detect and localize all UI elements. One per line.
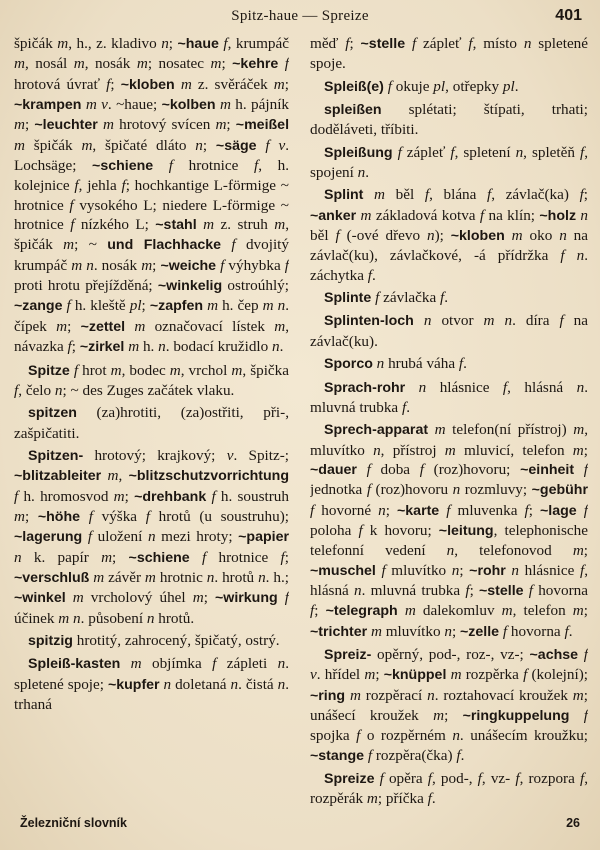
dictionary-entry: Spleiß(e) f okuje pl, otřepky pl. [324,77,519,95]
dictionary-entry: měď f; ~stelle f zápleť f, místo n spletené spoje. [310,35,588,73]
dictionary-entry: Spleiß-kasten m objímka f zápleti n. spletené spoje; ~kupfer n doletaná n. čistá n. trhaná [14,655,289,713]
page-number: 401 [555,7,582,24]
dictionary-entry: Sporco n hrubá váha f. [324,355,467,373]
dictionary-entry: Sprech-apparat m telefon(ní přístroj) m, mluvítko n, přístroj m mluvicí, telefon m; ~dauer f doba f (roz)hovoru; ~einheit f jednotka f (roz)hovoru n rozmluvy; ~gebühr f hovorné n; ~karte f mluvenka f; ~lage f poloha f k hovoru; ~leitung, telephonische telefonní vedení n, telefonovod m; ~muschel f mluvítko n; ~rohr n hlásnice f, hlásná n. mluvná trubka f; ~stelle f hovorna f; ~telegraph m dalekomluv m, telefon m; ~trichter m mluvítko n; ~zelle f hovorna f. [310,421,588,640]
dictionary-entry: Sprach-rohr n hlásnice f, hlásná n. mluvná trubka f. [310,378,588,416]
dictionary-entry: Spreiz- opěrný, pod-, roz-, vz-; ~achse f v. hřídel m; ~knüppel m rozpěrka f (kolejní); ~ring m rozpěrací n. roztahovací kroužek m; unášecí kroužek m; ~ringkuppelung f spojka f o rozpěrném n. unášecím kroužku; ~stange f rozpěra(čka) f. [310,645,588,764]
dictionary-entry: špičák m, h., z. kladivo n; ~haue f, krumpáč m, nosál m, nosák m; nosatec m; ~kehre f hrotová úvrať f; ~kloben m z. svěráček m; ~krampen m v. ~haue; ~kolben m h. pájník m; ~leuchter m hrotový svícen m; ~meißel m špičák m, špičaté dláto n; ~säge f v. Lochsäge; ~schiene f hrotnice f, h. kolejnice f, jehla f; hochkantige L-förmige ~ hrotnice f vysokého L; niedere L-förmige ~ hrotnice f nízkého L; ~stahl m z. struh m, špičák m; ~ und Flachhacke f dvojitý krumpáč m n. nosák m; ~weiche f výhybka f proti hrotu přejížděná; ~winkelig ostroúhlý; ~zange f h. kleště pl; ~zapfen m h. čep m n. čípek m; ~zettel m označovací lístek m, návazka f; ~zirkel m h. n. bodací kružidlo n. [14,35,289,356]
dictionary-entry: spitzig hrotitý, zahrocený, špičatý, ostrý. [28,631,280,649]
dictionary-entry: Spitze f hrot m, bodec m, vrchol m, špička f, čelo n; ~ des Zuges začátek vlaku. [14,361,289,399]
dictionary-entry: Splinte f závlačka f. [324,289,449,307]
dictionary-entry: Splint m běl f, blána f, závlač(ka) f; ~anker m základová kotva f na klín; ~holz n běl f (-ové dřevo n); ~kloben m oko n na závlač(ku), závlačkové, -á přídržka f n. záchytka f. [310,186,588,284]
running-head: Spitz-haue — Spreize [231,8,369,24]
page-footer [0,816,600,836]
dictionary-entry: spleißen splétati; štípati, trhati; doděláveti, tříbiti. [310,101,588,139]
dictionary-entry: Spitzen- hrotový; krajkový; v. Spitz-; ~blitzableiter m, ~blitzschutzvorrichtung f h. hromosvod m; ~drehbank f h. soustruh m; ~höhe f výška f hrotů (u soustruhu); ~lagerung f uložení n mezi hroty; ~papier n k. papír m; ~schiene f hrotnice f; ~verschluß m závěr m hrotnic n. hrotů n. h.; ~winkel m vrcholový úhel m; ~wirkung f účinek m n. působení n hrotů. [14,446,289,627]
dictionary-entry: spitzen (za)hrotiti, (za)ostřiti, při-, zašpičatiti. [14,404,289,442]
dictionary-entry: Spleißung f zápleť f, spletení n, spletěň f, spojení n. [310,143,588,182]
page-header [0,8,600,30]
sheet-number: 26 [566,816,580,830]
left-column [14,34,289,810]
dictionary-entry: Splinten-loch n otvor m n. díra f na závlač(ku). [310,312,588,350]
dictionary-entry: Spreize f opěra f, pod-, f, vz- f, rozpora f, rozpěrák m; příčka f. [310,770,588,808]
book-title: Železniční slovník [20,816,127,830]
right-column [310,34,588,810]
